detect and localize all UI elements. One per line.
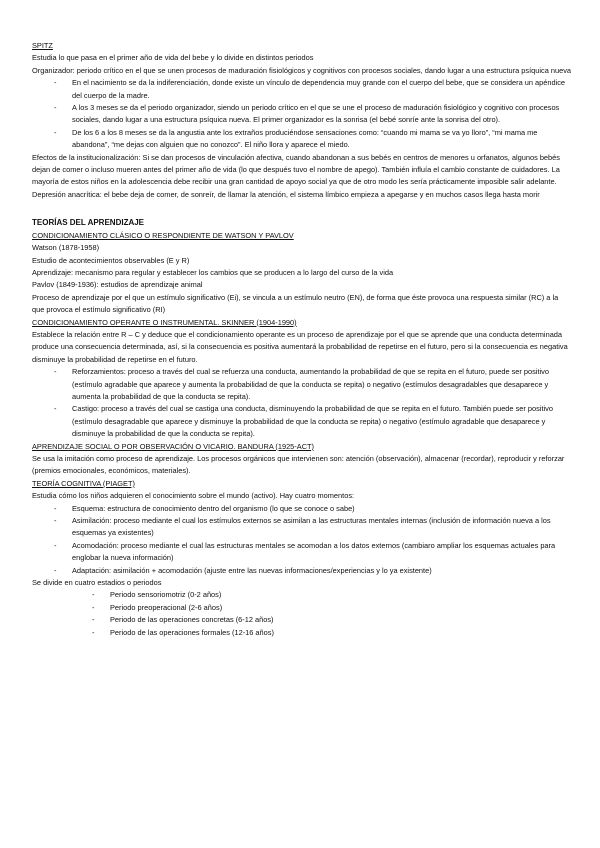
stages-list [32, 589, 572, 639]
spitz-bullet-list [32, 77, 572, 151]
list-item: - Esquema: estructura de conocimiento dentro del organismo (lo que se conoce o sabe) [32, 503, 572, 515]
cognitiva-title: TEORÍA COGNITIVA (PIAGET) [32, 478, 135, 488]
operante-title: CONDICIONAMIENTO OPERANTE O INSTRUMENTAL. SKINNER (1904-1990) [32, 317, 297, 327]
spitz-organizador: Organizador: periodo crítico en el que se unen procesos de maduración fisiológicos y cognitivos con procesos sociales, dando lugar a una estructura psíquica nueva [32, 65, 572, 75]
clasico-line: Pavlov (1849-1936): estudios de aprendizaje animal [32, 280, 203, 290]
spitz-efectos: Efectos de la institucionalización: Si se dan procesos de vinculación afectiva, cuando abandonan a sus bebés en centros de menores u orfanatos, algunos bebés dejan de comer o incluso mueren antes del primer año de vida (lo que después tuvo el nombre de apego). También influía el cambio constante de cuidadores. La mayoría de estos niños en la adolescencia debe recibir una gran cantidad de apoyo social ya que de otro modo les sería prácticamente imposible salir adelante. [32, 152, 560, 187]
list-item: - Periodo de las operaciones formales (12-16 años) [32, 627, 572, 639]
list-item: - Periodo de las operaciones concretas (6-12 años) [32, 614, 572, 626]
list-item: - Asimilación: proceso mediante el cual los estímulos externos se asimilan a las estructuras mentales internas (inclusión de información nueva a los esquemas ya existentes) [32, 515, 572, 540]
section-heading: TEORÍAS DEL APRENDIZAJE [32, 218, 145, 228]
operante-intro: Establece la relación entre R – C y deduce que el condicionamiento operante es un proceso de aprendizaje por el que se aprende que una conducta determinada produce una consecuencia determinada, así, si la consecuencia es positiva aumentará la probabilidad de repetirse en el futuro, pero si la consecuencia es negativa disminuye la probabilidad de repetirse en el futuro. [32, 329, 568, 364]
list-item: - Reforzamientos: proceso a través del cual se refuerza una conducta, aumentando la probabilidad de que se repita en el futuro, puede ser positivo (estímulo agradable que aparece y aumenta la probabilidad de que la conducta se repita) o negativo (estímulos desagradables que desaparece y aumenta la probabilidad de que la conducta se repita). [32, 366, 572, 403]
list-item: - Periodo sensoriomotriz (0-2 años) [32, 589, 572, 601]
clasico-line: Aprendizaje: mecanismo para regular y establecer los cambios que se producen a lo largo del curso de la vida [32, 267, 394, 277]
list-item: - A los 3 meses se da el periodo organizador, siendo un periodo crítico en el que se une el proceso de maduración fisiológico y cognitivo con procesos sociales, dando lugar a una estructura psíquica nueva. El primer organizador es la sonrisa (el bebé sonríe ante la sonrisa del otro). [32, 102, 572, 127]
clasico-title: CONDICIONAMIENTO CLÁSICO O RESPONDIENTE DE WATSON Y PAVLOV [32, 230, 294, 240]
social-text: Se usa la imitación como proceso de aprendizaje. Los procesos orgánicos que intervienen son: atención (observación), almacenar (recordar), reproducir y reforzar (premios emocionales, económicos, materiales). [32, 454, 565, 476]
clasico-line: Watson (1878-1958) [32, 243, 100, 253]
cognitiva-intro: Estudia cómo los niños adquieren el conocimiento sobre el mundo (activo). Hay cuatro momentos: [32, 491, 355, 501]
list-item: - Adaptación: asimilación + acomodación (ajuste entre las nuevas informaciones/experiencias y lo ya existente) [32, 565, 572, 577]
list-item: - Castigo: proceso a través del cual se castiga una conducta, disminuyendo la probabilidad de que se repita en el futuro. También puede ser positivo (estímulo desagradable que aparece y disminuye la probabilidad de que la conducta se repita) o negativo (estímulo agradable que desaparece y disminuye la probabilidad de que la conducta se repita). [32, 403, 572, 440]
operante-bullet-list [32, 366, 572, 440]
spitz-intro: Estudia lo que pasa en el primer año de vida del bebe y lo divide en distintos periodos [32, 53, 314, 63]
cognitiva-bullet-list [32, 503, 572, 577]
list-item: - En el nacimiento se da la indiferenciación, donde existe un vínculo de dependencia muy grande con el cuerpo del bebe, que se considera un apéndice del cuerpo de la madre. [32, 77, 572, 102]
stages-intro: Se divide en cuatro estadios o periodos [32, 578, 162, 588]
clasico-line: Estudio de acontecimientos observables (E y R) [32, 255, 190, 265]
social-title: APRENDIZAJE SOCIAL O POR OBSERVACIÓN O VICARIO. BANDURA (1925-ACT) [32, 441, 315, 451]
list-item: - De los 6 a los 8 meses se da la angustia ante los extraños produciéndose sensaciones como: “cuando mi mama se va yo lloro”, “mi mama me abandona”, “me dejas con alguien que no conozco”. El niño llora y aparece el miedo. [32, 127, 572, 152]
list-item: - Acomodación: proceso mediante el cual las estructuras mentales se acomodan a los datos externos (cambiaro ampliar los esquemas actuales para englobar la nueva información) [32, 540, 572, 565]
clasico-line: Proceso de aprendizaje por el que un estímulo significativo (Ei), se vincula a un estímulo neutro (EN), de forma que éste provoca una respuesta similar (RC) a la que provoca el estímulo significativo (RI) [32, 292, 559, 315]
spitz-depresion: Depresión anacrítica: el bebe deja de comer, de sonreír, de llamar la atención, el sistema límbico empieza a apegarse y en muchos casos llega hasta morir [32, 189, 540, 199]
list-item: - Periodo preoperacional (2-6 años) [32, 602, 572, 614]
document-page [32, 40, 572, 639]
spitz-title: SPITZ [32, 41, 53, 50]
